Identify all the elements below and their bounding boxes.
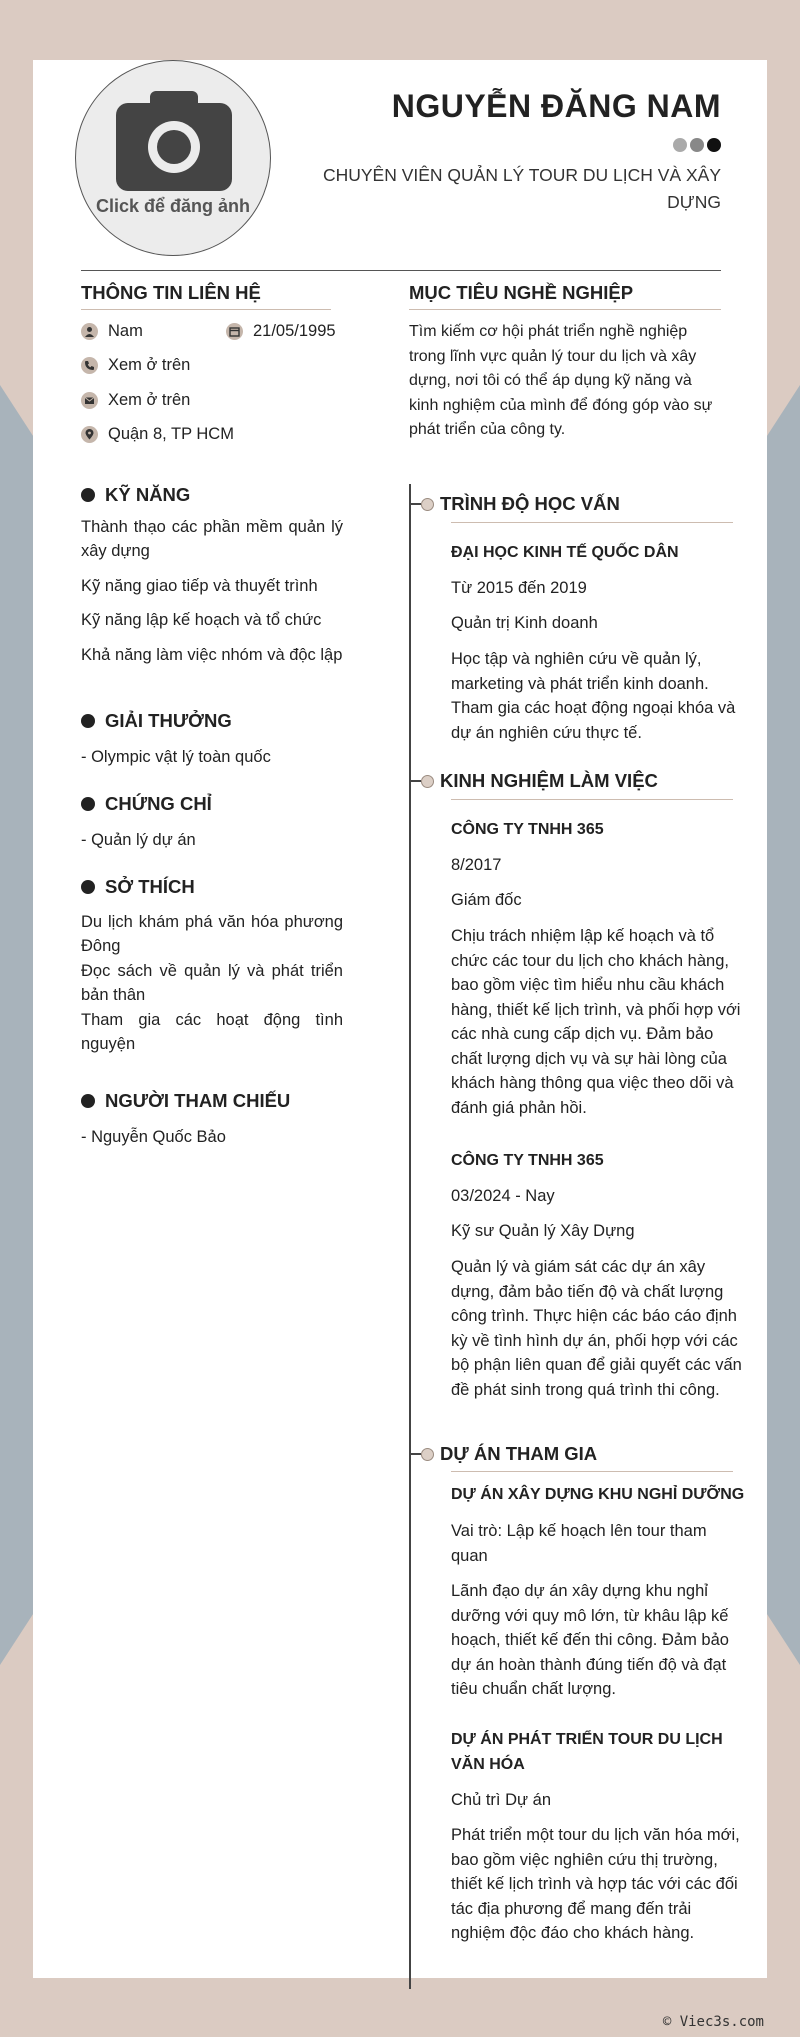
hobbies-heading xyxy=(81,876,195,898)
contact-birthday xyxy=(226,322,336,341)
skill-item: Kỹ năng lập kế hoạch và tổ chức xyxy=(81,611,322,629)
job-description: Chịu trách nhiệm lập kế hoạch và tổ chức các tour du lịch cho khách hàng, bao gồm việc tìm hiểu nhu cầu khách hàng, thiết kế lịch trình, và phối hợp với các nhà cung cấp dịch vụ. Đảm bảo chất lượng dịch vụ và sự hài lòng của khách hàng thông qua việc theo dõi và đánh giá phản hồi. xyxy=(451,927,741,1117)
experience-heading-rule xyxy=(451,799,733,800)
references-heading xyxy=(81,1090,290,1112)
job-role: Kỹ sư Quản lý Xây Dựng xyxy=(451,1222,635,1240)
timeline-node-icon xyxy=(421,775,434,788)
experience-heading-text: KINH NGHIỆM LÀM VIỆC xyxy=(440,770,658,791)
project-description: Phát triển một tour du lịch văn hóa mới, bao gồm việc nghiên cứu thị trường, thiết kế lịch trình và hợp tác với các đối tác địa phương để mang đến trải nghiệm độc đáo cho khách hàng. xyxy=(451,1826,740,1942)
hobby-item: Tham gia các hoạt động tình nguyện xyxy=(81,1011,343,1053)
objective-text: Tìm kiếm cơ hội phát triển nghề nghiệp trong lĩnh vực quản lý tour du lịch và xây dựng, nơi tôi có thể áp dụng kỹ năng và kinh nghiệm của mình để đóng góp vào sự phát triển của công ty. xyxy=(409,323,713,438)
education-heading xyxy=(409,493,620,515)
camera-icon xyxy=(116,91,232,191)
skill-item: Kỹ năng giao tiếp và thuyết trình xyxy=(81,577,318,595)
hobbies-heading-text: SỞ THÍCH xyxy=(105,876,195,897)
skill-item: Khả năng làm việc nhóm và độc lập xyxy=(81,646,343,664)
projects-heading-text: DỰ ÁN THAM GIA xyxy=(440,1443,598,1464)
skills-heading xyxy=(81,484,190,506)
timeline-tick xyxy=(409,503,421,505)
certificates-heading-text: CHỨNG CHỈ xyxy=(105,793,212,814)
bullet-icon xyxy=(81,488,95,502)
education-major: Quản trị Kinh doanh xyxy=(451,614,598,632)
experience-heading xyxy=(409,770,658,792)
bullet-icon xyxy=(81,880,95,894)
skills-heading-text: KỸ NĂNG xyxy=(105,484,191,505)
contact-address xyxy=(81,425,234,444)
education-school: ĐẠI HỌC KINH TẾ QUỐC DÂN xyxy=(451,544,679,561)
candidate-name: NGUYỄN ĐĂNG NAM xyxy=(391,88,721,124)
contact-birthday-value: 21/05/1995 xyxy=(253,322,336,340)
contact-email-value: Xem ở trên xyxy=(108,391,191,409)
job-description: Quản lý và giám sát các dự án xây dựng, đảm bảo tiến độ và chất lượng công trình. Thực hiện các báo cáo định kỳ về tình hình dự án, phối hợp với các bộ phận liên quan để giải quyết các vấn đề phát sinh trong quá trình thi công. xyxy=(451,1258,742,1399)
job-role: Giám đốc xyxy=(451,891,522,909)
footer-watermark: © Viec3s.com xyxy=(662,2014,764,2030)
contact-heading: THÔNG TIN LIÊN HỆ xyxy=(81,282,261,303)
bullet-icon xyxy=(81,797,95,811)
objective-heading-rule xyxy=(409,309,721,310)
dot-dark xyxy=(707,138,721,152)
mail-icon xyxy=(81,392,98,409)
job-company: CÔNG TY TNHH 365 xyxy=(451,1152,604,1169)
education-heading-text: TRÌNH ĐỘ HỌC VẤN xyxy=(440,493,620,514)
phone-icon xyxy=(81,357,98,374)
timeline-line xyxy=(409,484,411,1989)
contact-gender xyxy=(81,322,143,341)
person-icon xyxy=(81,323,98,340)
project-role: Vai trò: Lập kế hoạch lên tour tham quan xyxy=(451,1522,707,1565)
contact-gender-value: Nam xyxy=(108,322,143,340)
project-name: DỰ ÁN PHÁT TRIỂN TOUR DU LỊCH VĂN HÓA xyxy=(451,1731,723,1773)
timeline-node-icon xyxy=(421,498,434,511)
job-company: CÔNG TY TNHH 365 xyxy=(451,821,604,838)
job-title: CHUYÊN VIÊN QUẢN LÝ TOUR DU LỊCH VÀ XÂY DỰNG xyxy=(322,165,721,212)
timeline-node-icon xyxy=(421,1448,434,1461)
skill-item: Thành thạo các phần mềm quản lý xây dựng xyxy=(81,518,343,560)
timeline-tick xyxy=(409,1453,421,1455)
calendar-icon xyxy=(226,323,243,340)
job-period: 8/2017 xyxy=(451,856,502,874)
contact-email xyxy=(81,391,190,410)
projects-heading xyxy=(409,1443,597,1465)
photo-upload[interactable] xyxy=(75,60,271,256)
location-pin-icon xyxy=(81,426,98,443)
contact-phone-value: Xem ở trên xyxy=(108,356,191,374)
project-description: Lãnh đạo dự án xây dựng khu nghỉ dưỡng với quy mô lớn, từ khâu lập kế hoạch, thiết kế đến thi công. Đảm bảo dự án hoàn thành đúng tiến độ và đạt tiêu chuẩn chất lượng. xyxy=(451,1582,729,1698)
bullet-icon xyxy=(81,1094,95,1108)
objective-heading: MỤC TIÊU NGHỀ NGHIỆP xyxy=(409,282,634,303)
dot-mid xyxy=(690,138,704,152)
contact-heading-rule xyxy=(81,309,331,310)
award-item: - Olympic vật lý toàn quốc xyxy=(81,748,271,766)
reference-item: - Nguyễn Quốc Bảo xyxy=(81,1128,226,1146)
education-heading-rule xyxy=(451,522,733,523)
awards-heading-text: GIẢI THƯỞNG xyxy=(105,710,232,731)
project-role: Chủ trì Dự án xyxy=(451,1791,551,1809)
dot-light xyxy=(673,138,687,152)
projects-heading-rule xyxy=(451,1471,733,1472)
header-divider xyxy=(81,270,721,271)
education-period: Từ 2015 đến 2019 xyxy=(451,579,587,597)
awards-heading xyxy=(81,710,232,732)
timeline-tick xyxy=(409,780,421,782)
photo-upload-label: Click để đăng ảnh xyxy=(95,196,251,216)
contact-phone xyxy=(81,356,190,375)
resume-card xyxy=(33,60,767,1978)
decorative-dots xyxy=(673,138,721,152)
contact-address-value: Quận 8, TP HCM xyxy=(108,425,234,443)
bullet-icon xyxy=(81,714,95,728)
hobby-item: Du lịch khám phá văn hóa phương Đông xyxy=(81,913,343,955)
certificates-heading xyxy=(81,793,212,815)
hobby-item: Đọc sách về quản lý và phát triển bản thân xyxy=(81,962,343,1004)
job-period: 03/2024 - Nay xyxy=(451,1187,555,1205)
education-description: Học tập và nghiên cứu về quản lý, marketing và phát triển kinh doanh. Tham gia các hoạt động ngoại khóa và dự án nghiên cứu thực tế. xyxy=(451,650,736,742)
certificate-item: - Quản lý dự án xyxy=(81,831,196,849)
project-name: DỰ ÁN XÂY DỰNG KHU NGHỈ DƯỠNG xyxy=(451,1486,745,1503)
references-heading-text: NGƯỜI THAM CHIẾU xyxy=(105,1090,291,1111)
